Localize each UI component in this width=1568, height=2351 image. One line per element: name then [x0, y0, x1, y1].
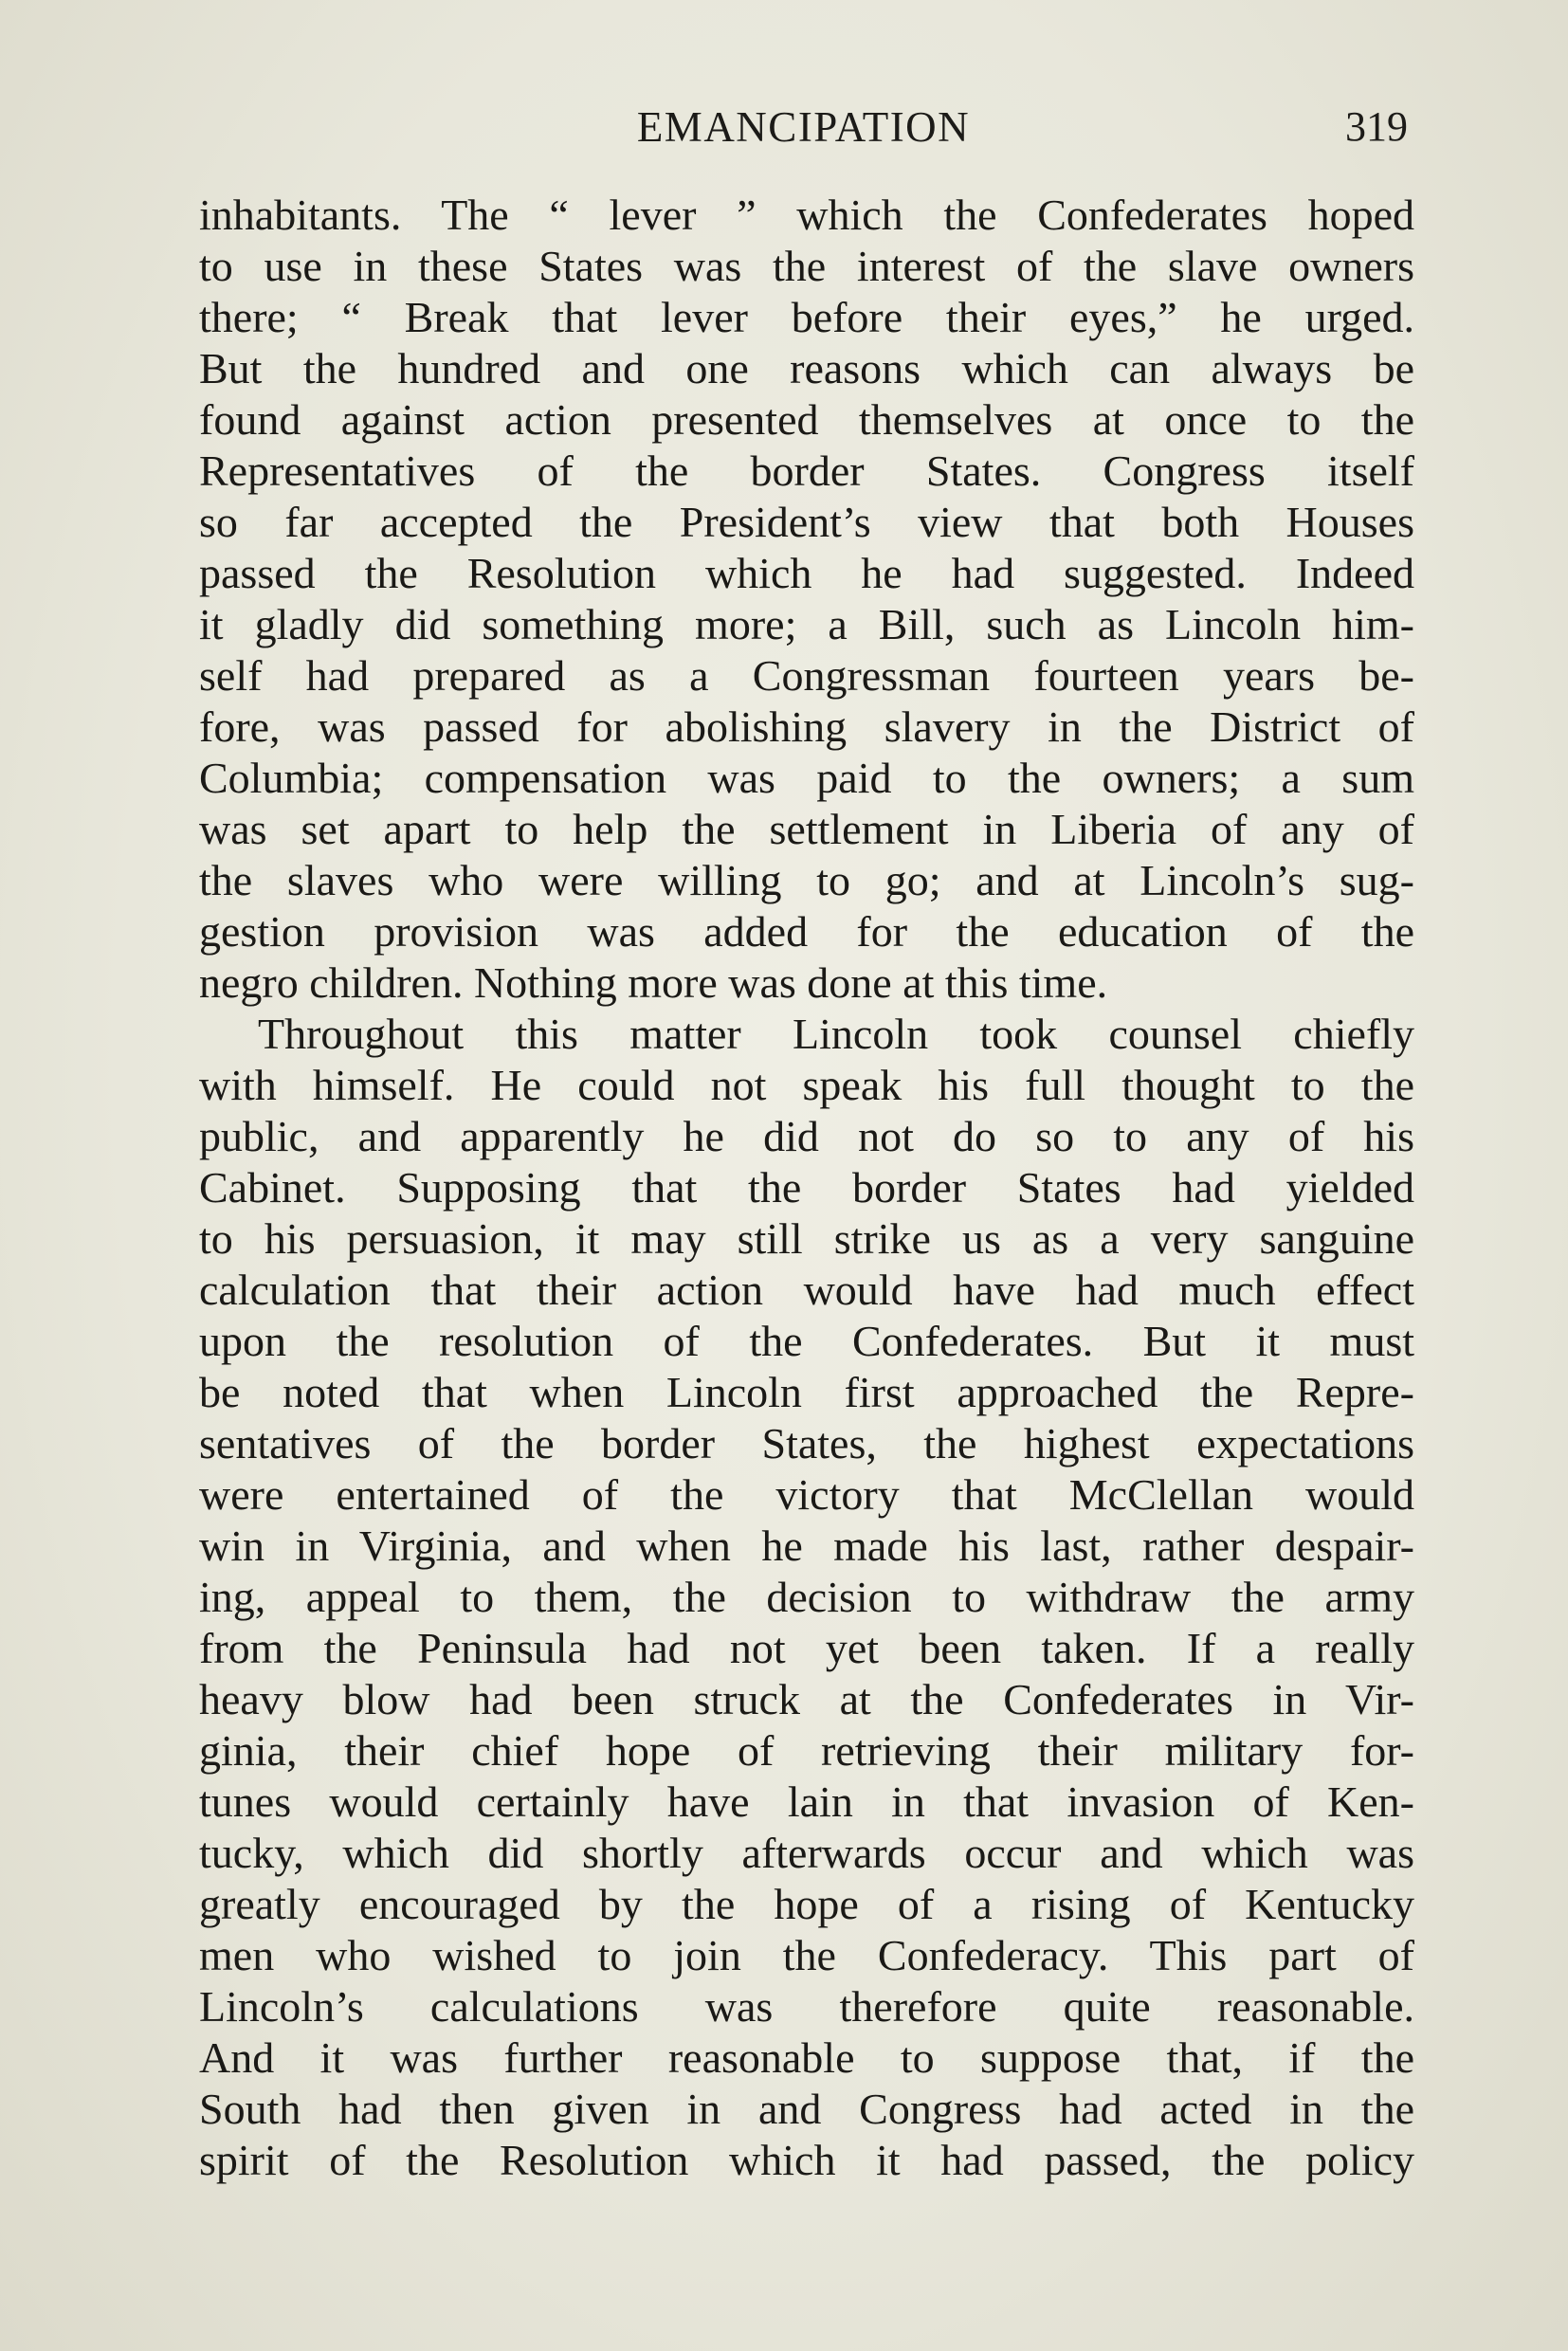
page-number: 319	[1345, 103, 1408, 150]
text-line: heavy blow had been struck at the Confederates in Vir-	[199, 1675, 1414, 1723]
text-line: calculation that their action would have had much effect	[199, 1266, 1414, 1314]
text-line: were entertained of the victory that McClellan would	[199, 1470, 1414, 1519]
text-line: the slaves who were willing to go; and at Lincoln’s sug-	[199, 856, 1414, 904]
text-line: greatly encouraged by the hope of a rising of Kentucky	[199, 1880, 1414, 1928]
text-line: tunes would certainly have lain in that invasion of Ken-	[199, 1777, 1414, 1826]
text-line: win in Virginia, and when he made his last, rather despair-	[199, 1522, 1414, 1570]
page-header	[199, 102, 1408, 159]
text-line: with himself. He could not speak his full thought to the	[199, 1061, 1414, 1109]
text-line: spirit of the Resolution which it had passed, the policy	[199, 2136, 1414, 2184]
text-line: be noted that when Lincoln first approached the Repre-	[199, 1368, 1414, 1416]
text-line: found against action presented themselves at once to the	[199, 395, 1414, 444]
text-line: South had then given in and Congress had acted in the	[199, 2085, 1414, 2133]
text-line: so far accepted the President’s view that both Houses	[199, 498, 1414, 546]
text-line: gestion provision was added for the education of the	[199, 907, 1414, 956]
text-line: passed the Resolution which he had suggested. Indeed	[199, 549, 1414, 597]
text-line: Cabinet. Supposing that the border States had yielded	[199, 1163, 1414, 1212]
text-line: And it was further reasonable to suppose that, if the	[199, 2033, 1414, 2082]
text-line: public, and apparently he did not do so to any of his	[199, 1112, 1414, 1160]
text-line: inhabitants. The “ lever ” which the Confederates hoped	[199, 191, 1414, 239]
text-line: to his persuasion, it may still strike us as a very sanguine	[199, 1214, 1414, 1263]
body-text	[199, 190, 1414, 2186]
text-line: from the Peninsula had not yet been taken. If a really	[199, 1624, 1414, 1672]
text-line: Throughout this matter Lincoln took counsel chiefly	[258, 1010, 1414, 1058]
running-head: EMANCIPATION	[636, 103, 971, 151]
text-line: men who wished to join the Confederacy. This part of	[199, 1931, 1414, 1979]
text-line: to use in these States was the interest of the slave owners	[199, 242, 1414, 290]
text-line: it gladly did something more; a Bill, such as Lincoln him-	[199, 600, 1414, 648]
text-line: negro children. Nothing more was done at this time.	[199, 958, 1108, 1007]
text-line: ing, appeal to them, the decision to withdraw the army	[199, 1573, 1414, 1621]
text-line: Representatives of the border States. Congress itself	[199, 447, 1414, 495]
text-line: sentatives of the border States, the highest expectations	[199, 1419, 1414, 1467]
text-line: ginia, their chief hope of retrieving their military for-	[199, 1726, 1414, 1775]
text-line: tucky, which did shortly afterwards occur and which was	[199, 1829, 1414, 1877]
text-line: there; “ Break that lever before their eyes,” he urged.	[199, 293, 1414, 341]
text-line: self had prepared as a Congressman fourteen years be-	[199, 651, 1414, 700]
text-line: fore, was passed for abolishing slavery in the District of	[199, 702, 1414, 751]
text-line: Lincoln’s calculations was therefore quite reasonable.	[199, 1982, 1414, 2031]
text-line: upon the resolution of the Confederates. But it must	[199, 1317, 1414, 1365]
text-line: was set apart to help the settlement in Liberia of any of	[199, 805, 1414, 853]
text-line: But the hundred and one reasons which can always be	[199, 344, 1414, 392]
text-line: Columbia; compensation was paid to the owners; a sum	[199, 754, 1414, 802]
